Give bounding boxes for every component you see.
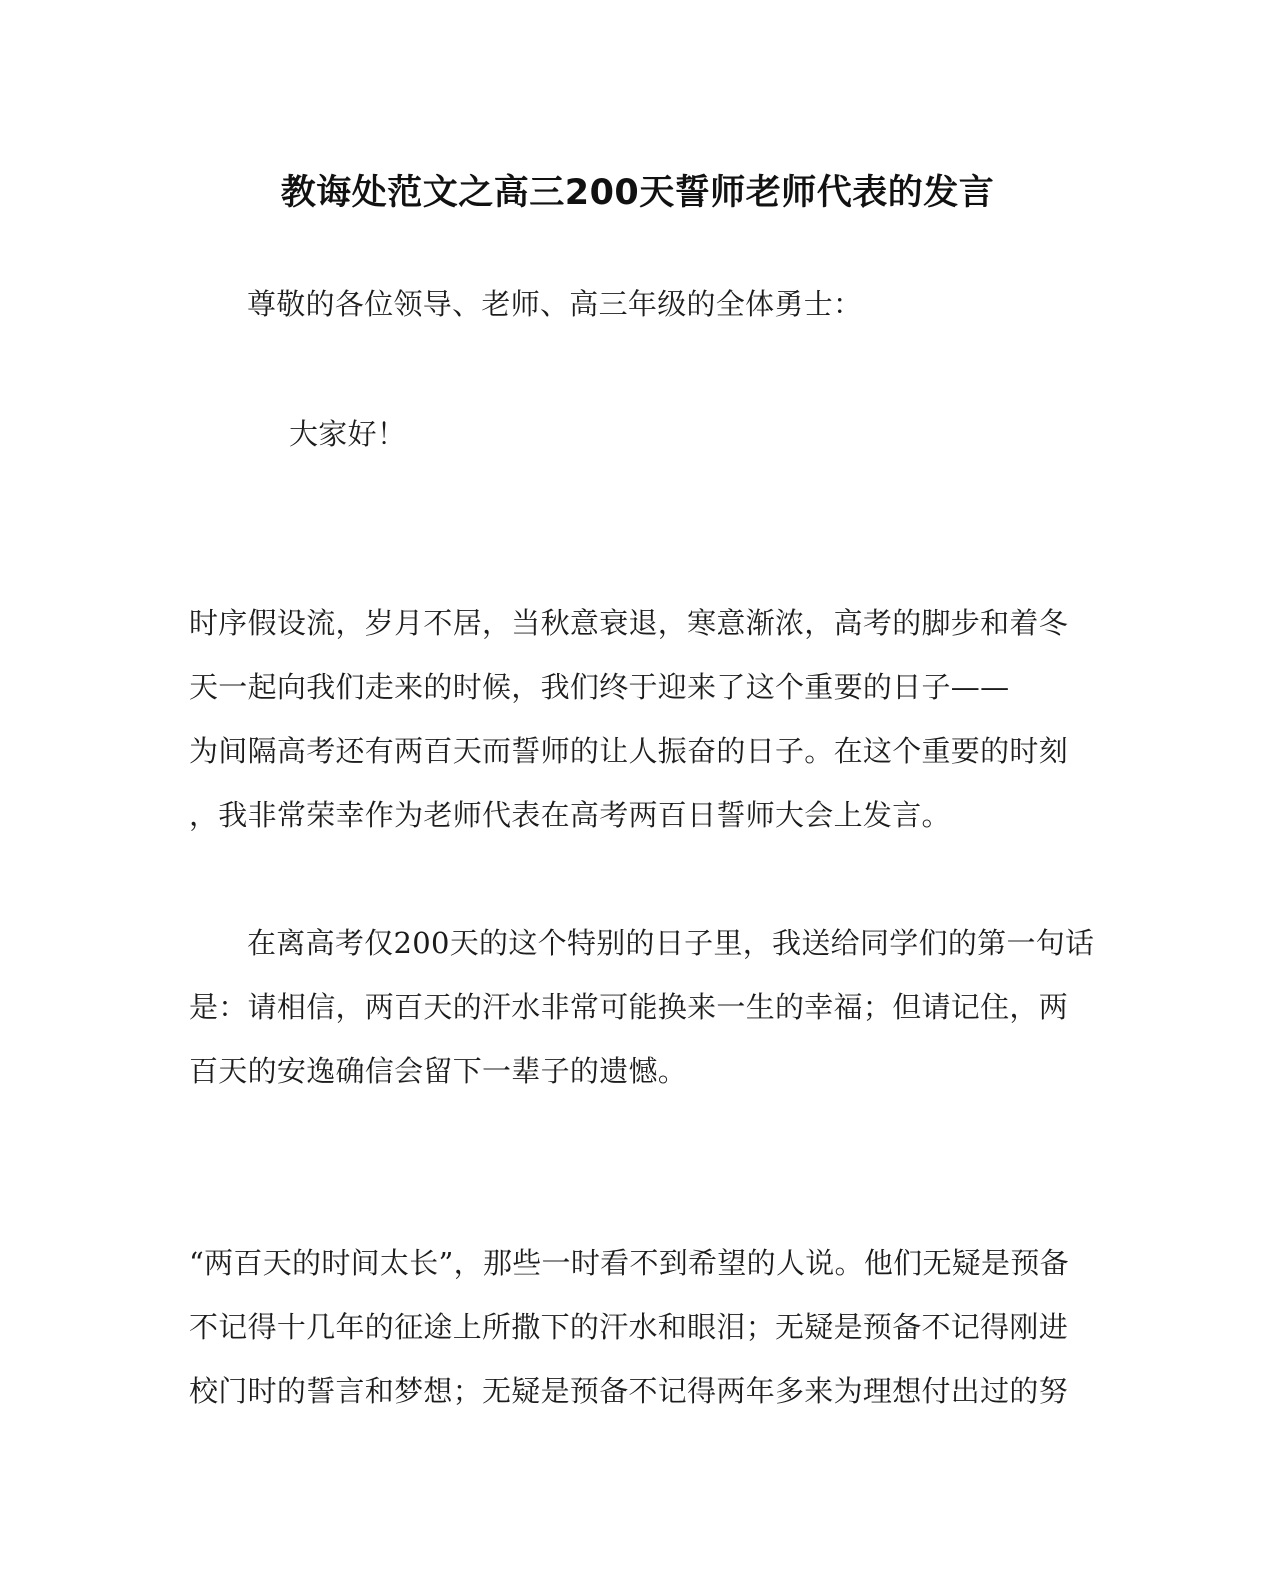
paragraph-line: 百天的安逸确信会留下一辈子的遗憾。 [189, 1054, 688, 1088]
paragraph-line: 不记得十几年的征途上所撒下的汗水和眼泪；无疑是预备不记得刚进 [189, 1310, 1069, 1344]
document-title: 教诲处范文之高三200天誓师老师代表的发言 [280, 173, 995, 213]
paragraph-line: 是：请相信，两百天的汗水非常可能换来一生的幸福；但请记住，两 [189, 990, 1069, 1024]
paragraph-line: 为间隔高考还有两百天而誓师的让人振奋的日子。在这个重要的时刻 [189, 734, 1069, 768]
paragraph-line: ，我非常荣幸作为老师代表在高考两百日誓师大会上发言。 [189, 798, 951, 832]
paragraph-line: “两百天的时间太长”，那些一时看不到希望的人说。他们无疑是预备 [189, 1246, 1069, 1280]
paragraph-line: 天一起向我们走来的时候，我们终于迎来了这个重要的日子—— [189, 670, 1010, 704]
greeting: 大家好！ [289, 417, 407, 451]
salutation: 尊敬的各位领导、老师、高三年级的全体勇士： [247, 287, 863, 321]
paragraph-line: 校门时的誓言和梦想；无疑是预备不记得两年多来为理想付出过的努 [189, 1374, 1069, 1408]
paragraph-line: 时序假设流，岁月不居，当秋意衰退，寒意渐浓，高考的脚步和着冬 [189, 606, 1069, 640]
paragraph-line: 在离高考仅200天的这个特别的日子里，我送给同学们的第一句话 [247, 926, 1095, 960]
